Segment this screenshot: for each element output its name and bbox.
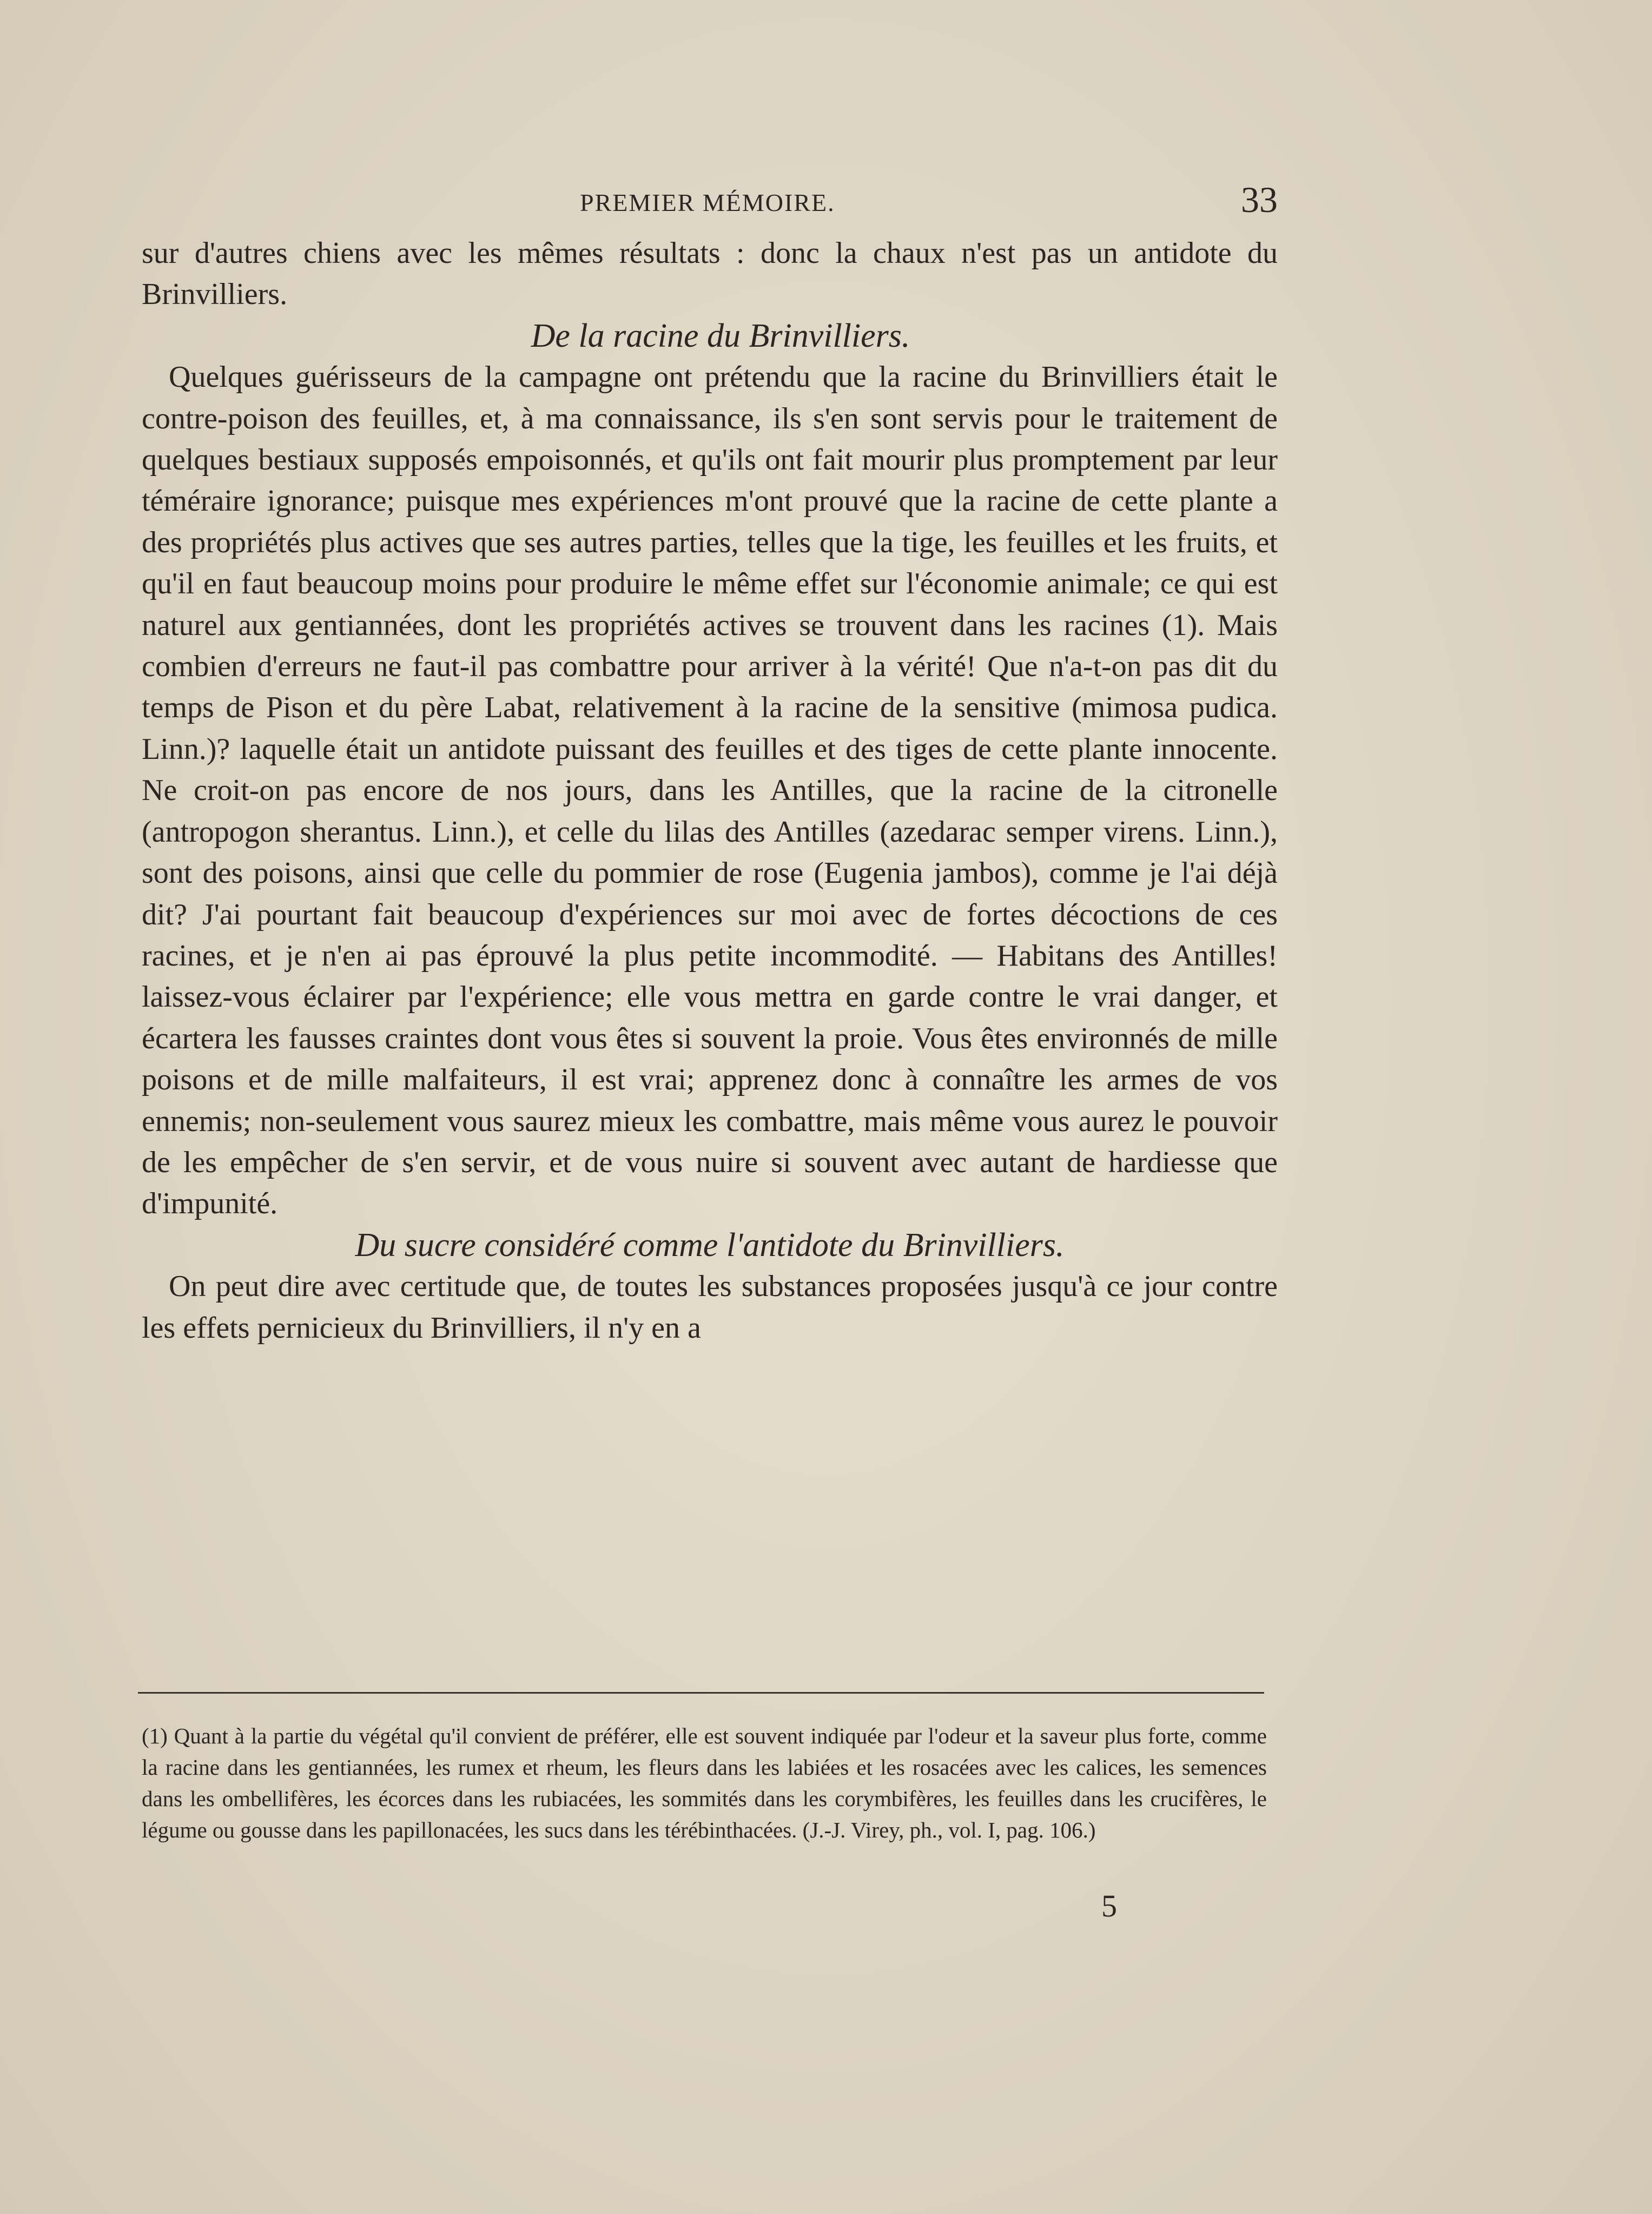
paragraph: Quelques guérisseurs de la campagne ont prétendu que la racine du Brinvilliers était le contre-poison des feuilles, et, à ma connaissance, ils s'en sont servis pour le traitement de quelques bestiaux supposés empoisonnés, et qu'ils ont fait mourir plus promptement par leur téméraire ignorance; puisque mes expériences m'ont prouvé que la racine de cette plante a des propriétés plus actives que ses autres parties, telles que la tige, les feuilles et les fruits, et qu'il en faut beaucoup moins pour produire le même effet sur l'économie animale; ce qui est naturel aux gentiannées, dont les propriétés actives se trouvent dans les racines (1). Mais combien d'erreurs ne faut-il pas combattre pour arriver à la vérité! Que n'a-t-on pas dit du temps de Pison et du père Labat, relativement à la racine de la sensitive (mimosa pudica. Linn.)? laquelle était un antidote puissant des feuilles et des tiges de cette plante innocente. Ne croit-on pas encore de nos jours, dans les Antilles, que la racine de la citronelle (antropogon sherantus. Linn.), et celle du lilas des Antilles (azedarac semper virens. Linn.), sont des poisons, ainsi que celle du pommier de rose (Eugenia jambos), comme je l'ai déjà dit? J'ai pourtant fait beaucoup d'expériences sur moi avec de fortes décoctions de ces racines, et je n'en ai pas éprouvé la plus petite incommodité. — Habitans des Antilles! laissez-vous éclairer par l'expérience; elle vous mettra en garde contre le vrai danger, et écartera les fausses craintes dont vous êtes si souvent la proie. Vous êtes environnés de mille poisons et de mille malfaiteurs, il est vrai; apprenez donc à connaître les armes de vos ennemis; non-seulement vous saurez mieux les combattre, mais même vous aurez le pouvoir de les empêcher de s'en servir, et de vous nuire si souvent avec autant de hardiesse que d'impunité. — [142, 360, 1278, 1221]
signature-mark: 5 — [1101, 1888, 1117, 1924]
running-title: PREMIER MÉMOIRE. — [580, 189, 835, 216]
section-heading-racine: De la racine du Brinvilliers. — [531, 317, 910, 354]
page-number: 33 — [1241, 179, 1278, 220]
footnote-divider — [138, 1692, 1264, 1694]
paragraph: sur d'autres chiens avec les mêmes résultats : donc la chaux n'est pas un antidote du Brinvilliers. — [142, 236, 1278, 312]
paragraph: On peut dire avec certitude que, de toutes les substances proposées jusqu'à ce jour contre les effets pernicieux du Brinvilliers, il n'y en a — [142, 1270, 1278, 1345]
page-header — [142, 179, 1278, 227]
main-text — [142, 233, 1278, 1349]
footnote: (1) Quant à la partie du végétal qu'il convient de préférer, elle est souvent indiquée par l'odeur et la saveur plus forte, comme la racine dans les gentiannées, les rumex et rheum, les fleurs dans les labiées et les rosacées avec les calices, les semences dans les ombellifères, les écorces dans les rubiacées, les sommités dans les corymbifères, les feuilles dans les crucifères, le légume ou gousse dans les papillonacées, les sucs dans les térébinthacées. (J.-J. Virey, ph., vol. I, pag. 106.) — [142, 1723, 1267, 1842]
section-heading-sucre: Du sucre considéré comme l'antidote du Brinvilliers. — [355, 1226, 1065, 1264]
